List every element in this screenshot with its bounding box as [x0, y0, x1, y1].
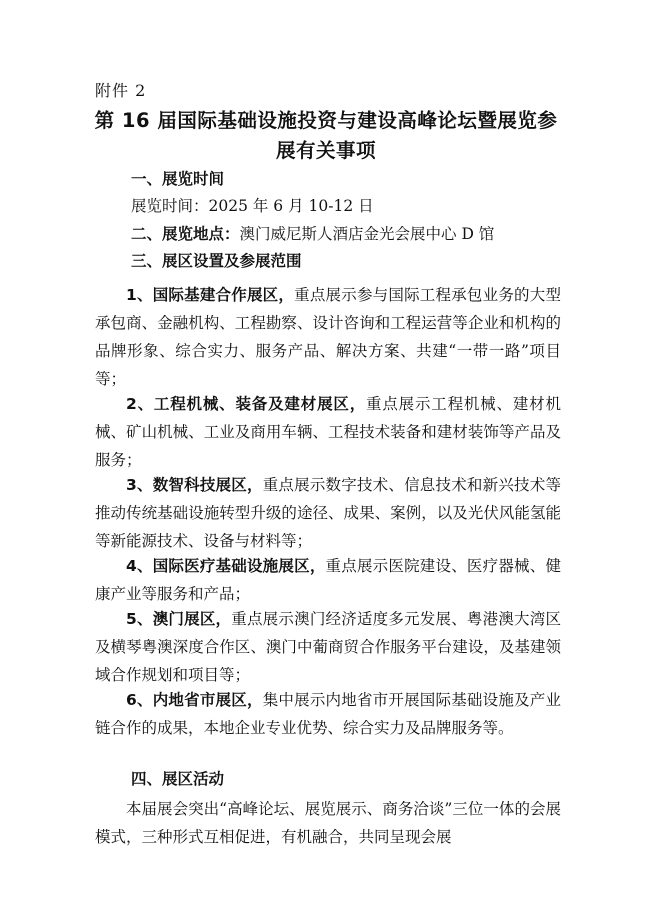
exhibit-zone-title: 1、国际基建合作展区， [126, 286, 295, 304]
exhibit-zone-title: 3、数智科技展区， [126, 476, 263, 494]
exhibit-zone-description: 重点展示数字技术、信息技术和新兴技术等推动传统基础设施转型升级的途径、成果、案例，以及光伏风能氢能等新能源技术、设备与材料等； [95, 476, 561, 550]
section-1-text: 展览时间：2025 年 6 月 10-12 日 [131, 197, 374, 215]
section-4-paragraph: 本届展会突出“高峰论坛、展览展示、商务洽谈”三位一体的会展模式，三种形式互相促进，有机融合，共同呈现会展 [95, 800, 561, 846]
exhibit-zone-description: 集中展示内地省市开展国际基础设施及产业链合作的成果，本地企业专业优势、综合实力及品牌服务等。 [95, 691, 561, 737]
section-3-heading: 三、展区设置及参展范围 [131, 252, 302, 270]
exhibit-zone-description: 重点展示澳门经济适度多元发展、粤港澳大湾区及横琴粤澳深度合作区、澳门中葡商贸合作服务平台建设，及基建领域合作规划和项目等； [95, 610, 561, 684]
section-2-text: 澳门威尼斯人酒店金光会展中心 D 馆 [239, 225, 495, 243]
exhibit-zone-item [95, 605, 561, 689]
exhibit-zone-description: 重点展示医院建设、医疗器械、健康产业等服务和产品； [95, 557, 561, 603]
exhibit-zone-title: 2、工程机械、装备及建材展区， [126, 395, 367, 413]
section-2-row [131, 222, 494, 244]
exhibit-zone-title: 6、内地省市展区， [126, 691, 263, 709]
attachment-label: 附件 2 [95, 81, 147, 100]
exhibit-zone-item [95, 390, 561, 474]
exhibit-zone-title: 4、国际医疗基础设施展区， [126, 557, 326, 575]
section-4-heading: 四、展区活动 [131, 770, 225, 788]
exhibit-zone-description: 重点展示工程机械、建材机械、矿山机械、工业及商用车辆、工程技术装备和建材装饰等产品及服务； [95, 395, 561, 469]
exhibit-zone-item [95, 281, 561, 393]
exhibit-zone-item [95, 686, 561, 742]
section-1-heading: 一、展览时间 [131, 170, 225, 188]
exhibit-zone-description: 重点展示参与国际工程承包业务的大型承包商、金融机构、工程勘察、设计咨询和工程运营等企业和机构的品牌形象、综合实力、服务产品、解决方案、共建“一带一路”项目等； [95, 286, 561, 388]
exhibit-zone-title: 5、澳门展区， [126, 610, 232, 628]
exhibit-zone-item [95, 552, 561, 608]
section-2-heading: 二、展览地点： [131, 225, 240, 243]
exhibit-zone-item [95, 471, 561, 555]
document-title: 第 16 届国际基础设施投资与建设高峰论坛暨展览参展有关事项 [94, 109, 558, 162]
